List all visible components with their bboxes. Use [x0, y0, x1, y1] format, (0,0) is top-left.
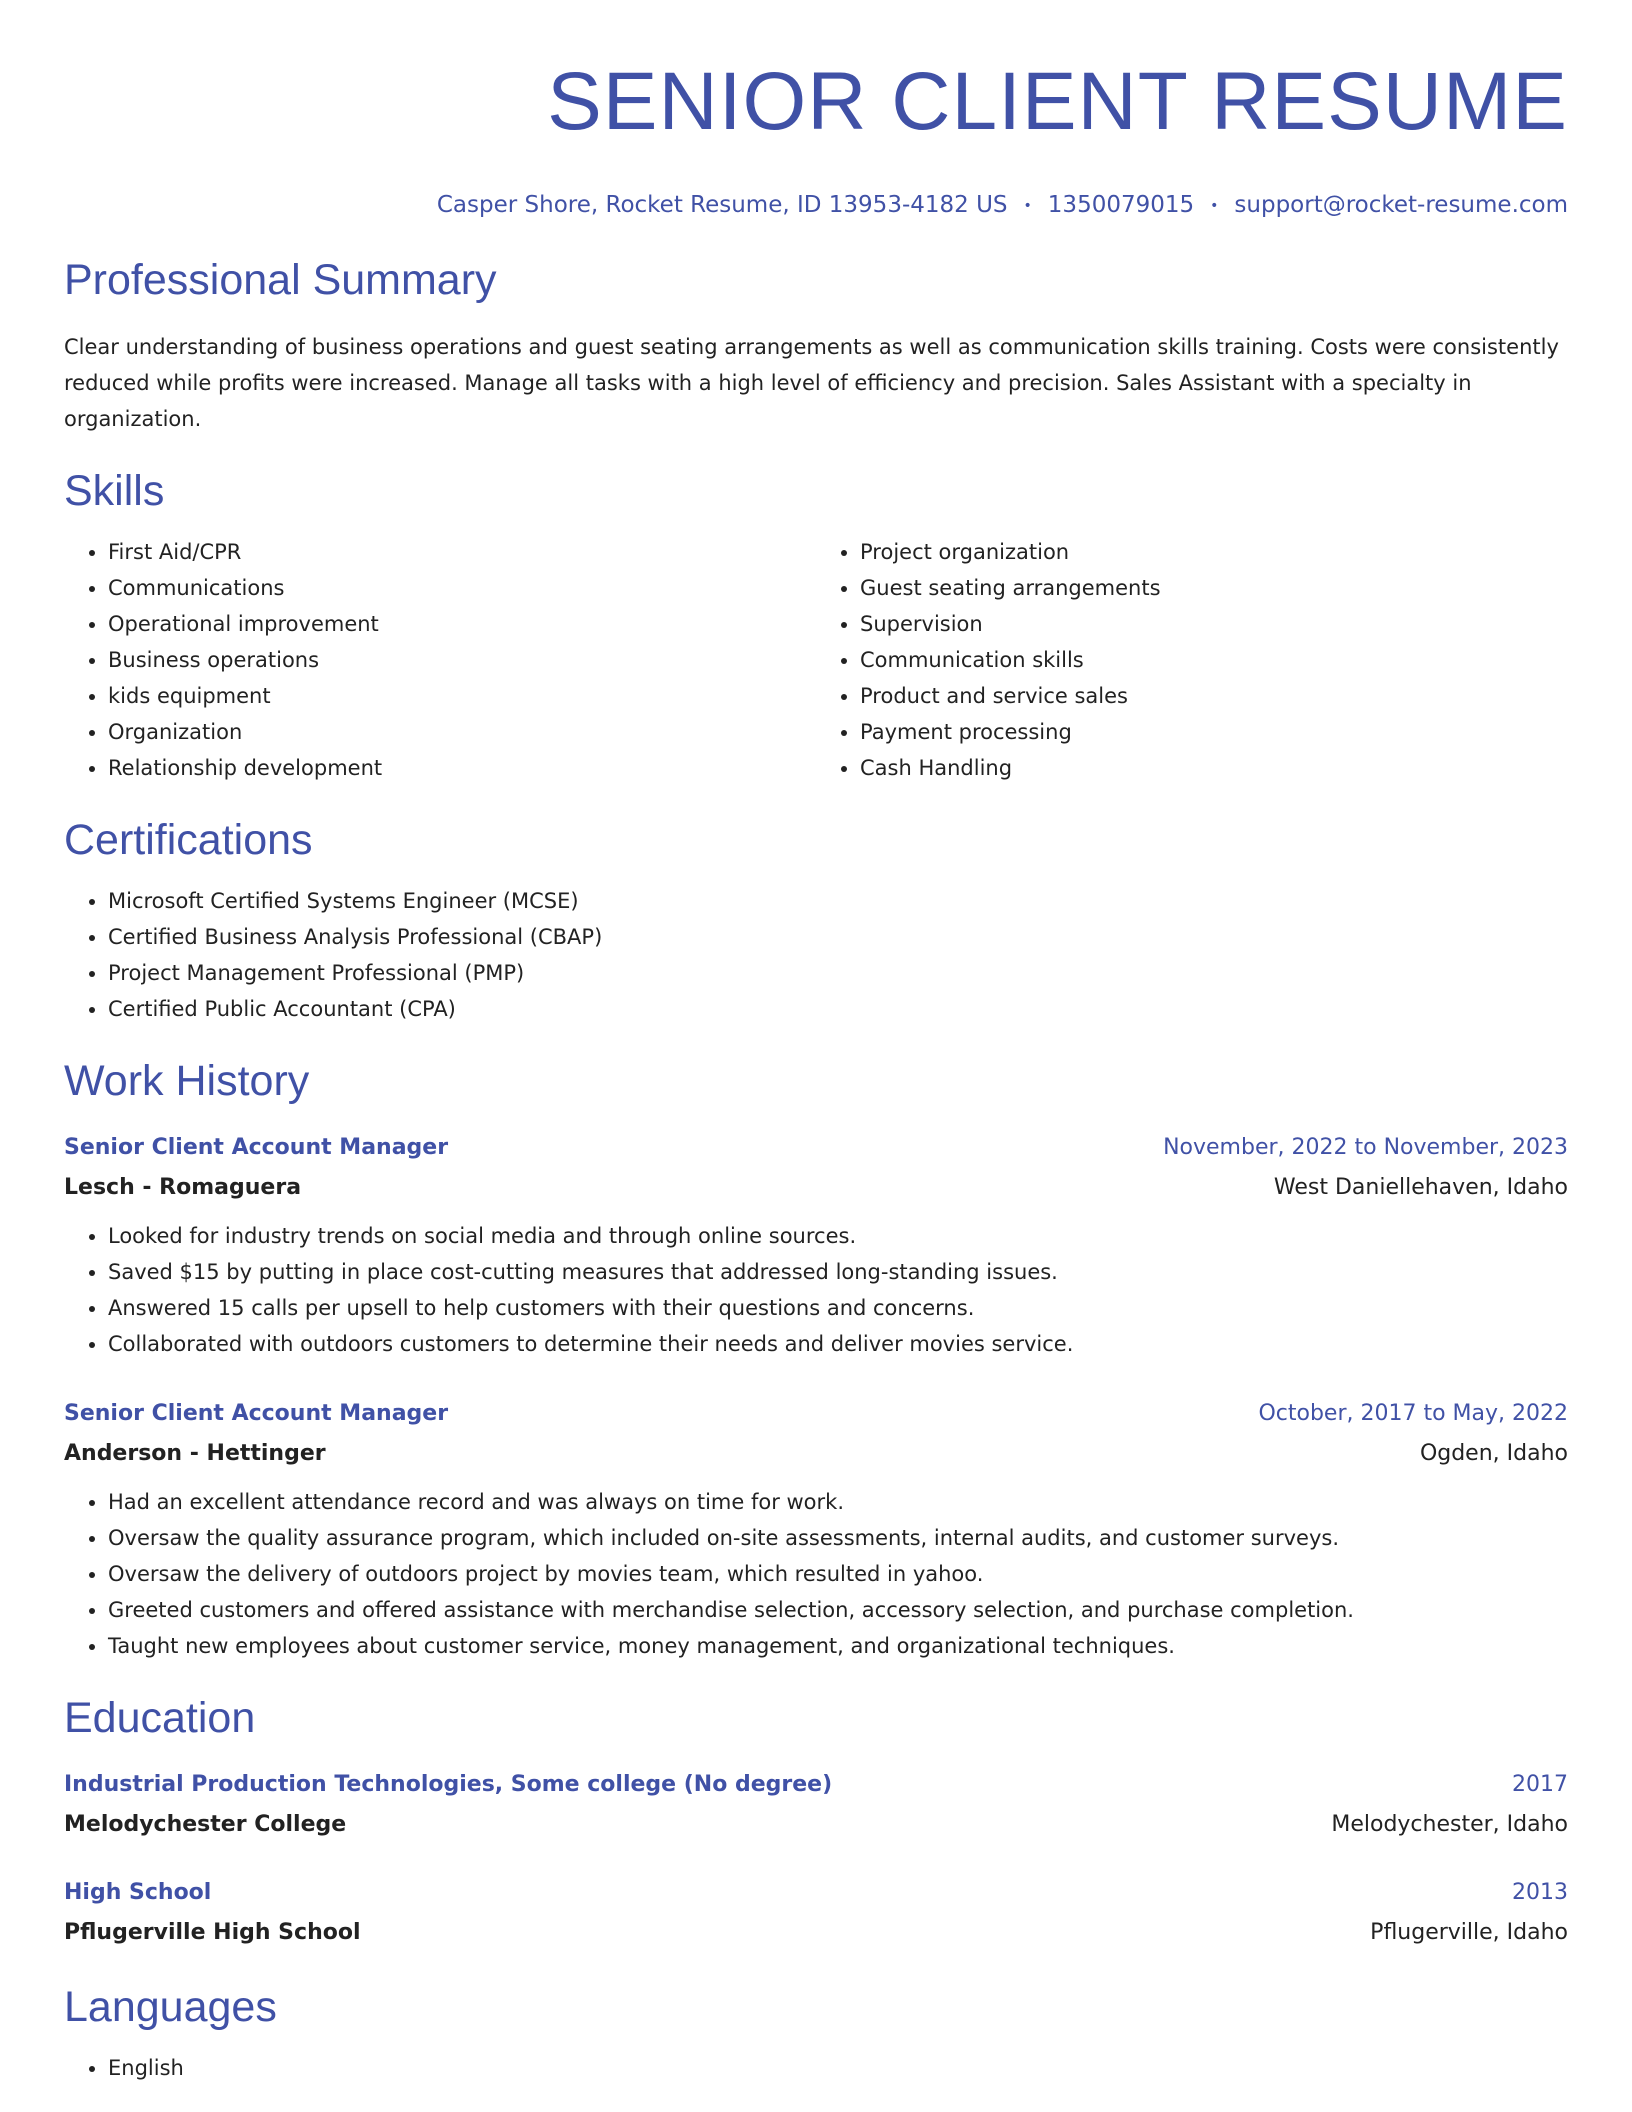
skill-item: • Project organization — [860, 534, 1568, 570]
languages-section — [64, 1983, 1568, 2086]
education-school: Melodychester College — [64, 1812, 347, 1837]
resume-name: SENIOR CLIENT RESUME — [547, 56, 1568, 147]
job-entry — [64, 1128, 1568, 1362]
job-bullet: • Looked for industry trends on social media and through online sources. — [108, 1218, 1568, 1254]
job-company-row — [64, 1434, 1568, 1474]
education-degree-row — [64, 1873, 1568, 1913]
job-dates: October, 2017 to May, 2022 — [1258, 1401, 1568, 1426]
job-bullet: • Saved $15 by putting in place cost-cutting measures that addressed long-standing issues. — [108, 1254, 1568, 1290]
skill-item: • Organization — [108, 714, 816, 750]
work-history-section — [64, 1057, 1568, 1664]
education-school: Pflugerville High School — [64, 1920, 361, 1945]
job-bullet: • Had an excellent attendance record and was always on time for work. — [108, 1484, 1568, 1520]
job-title-row — [64, 1394, 1568, 1434]
job-bullet: • Greeted customers and offered assistance with merchandise selection, accessory selection, and purchase completion. — [108, 1592, 1568, 1628]
skill-item: • Relationship development — [108, 750, 816, 786]
job-bullets — [64, 1484, 1568, 1664]
job-company: Anderson - Hettinger — [64, 1441, 326, 1466]
languages-list — [64, 2050, 1568, 2086]
skill-item: • Supervision — [860, 606, 1568, 642]
contact-separator: • — [1210, 197, 1219, 214]
education-location: Pflugerville, Idaho — [1370, 1920, 1568, 1945]
contact-line — [64, 192, 1568, 218]
job-bullet: • Collaborated with outdoors customers to determine their needs and deliver movies service. — [108, 1326, 1568, 1362]
education-location: Melodychester, Idaho — [1331, 1812, 1568, 1837]
job-bullet: • Taught new employees about customer service, money management, and organizational techniques. — [108, 1628, 1568, 1664]
skills-list-right — [816, 534, 1568, 786]
education-degree: Industrial Production Technologies, Some college (No degree) — [64, 1772, 833, 1797]
skill-item: • Business operations — [108, 642, 816, 678]
skills-columns — [64, 516, 1568, 786]
skill-item: • Communication skills — [860, 642, 1568, 678]
education-entry — [64, 1873, 1568, 1953]
certifications-heading: Certifications — [64, 816, 313, 864]
skills-list-left — [64, 534, 816, 786]
education-year: 2017 — [1512, 1772, 1568, 1797]
contact-separator: • — [1023, 197, 1032, 214]
skill-item: • Payment processing — [860, 714, 1568, 750]
work-history-heading: Work History — [64, 1057, 310, 1105]
job-bullets — [64, 1218, 1568, 1362]
certifications-list — [64, 883, 1568, 1027]
certification-item: • Certified Public Accountant (CPA) — [108, 991, 1568, 1027]
job-bullet: • Answered 15 calls per upsell to help customers with their questions and concerns. — [108, 1290, 1568, 1326]
skill-item: • kids equipment — [108, 678, 816, 714]
skill-item: • Cash Handling — [860, 750, 1568, 786]
job-location: West Daniellehaven, Idaho — [1273, 1175, 1568, 1200]
job-title-row — [64, 1128, 1568, 1168]
education-section — [64, 1694, 1568, 1953]
job-company: Lesch - Romaguera — [64, 1175, 302, 1200]
certifications-section — [64, 816, 1568, 1027]
education-entry — [64, 1765, 1568, 1845]
contact-email: support@rocket-resume.com — [1234, 192, 1568, 218]
summary-heading: Professional Summary — [64, 256, 497, 304]
certification-item: • Project Management Professional (PMP) — [108, 955, 1568, 991]
language-item: • English — [108, 2050, 1568, 2086]
education-year: 2013 — [1512, 1880, 1568, 1905]
education-degree: High School — [64, 1880, 212, 1905]
education-heading: Education — [64, 1694, 256, 1742]
contact-address: Casper Shore, Rocket Resume, ID 13953-4182 US — [436, 192, 1008, 218]
resume-header — [64, 0, 1568, 218]
education-school-row — [64, 1805, 1568, 1845]
languages-heading: Languages — [64, 1983, 277, 2031]
skills-heading: Skills — [64, 467, 165, 515]
skill-item: • Operational improvement — [108, 606, 816, 642]
education-degree-row — [64, 1765, 1568, 1805]
job-dates: November, 2022 to November, 2023 — [1163, 1135, 1568, 1160]
certification-item: • Certified Business Analysis Professional (CBAP) — [108, 919, 1568, 955]
education-school-row — [64, 1913, 1568, 1953]
skill-item: • Product and service sales — [860, 678, 1568, 714]
summary-text: Clear understanding of business operations and guest seating arrangements as well as communication skills training. Costs were consistently reduced while profits were increased. Manage all tasks with a high level of efficiency and precision. Sales Assistant with a specialty in organization. — [64, 335, 1559, 431]
job-bullet: • Oversaw the quality assurance program, which included on-site assessments, internal audits, and customer surveys. — [108, 1520, 1568, 1556]
job-title: Senior Client Account Manager — [64, 1401, 449, 1426]
certification-item: • Microsoft Certified Systems Engineer (MCSE) — [108, 883, 1568, 919]
job-location: Ogden, Idaho — [1419, 1441, 1568, 1466]
skill-item: • Guest seating arrangements — [860, 570, 1568, 606]
job-entry — [64, 1394, 1568, 1664]
skills-section — [64, 467, 1568, 786]
summary-section — [64, 256, 1568, 437]
job-company-row — [64, 1168, 1568, 1208]
job-bullet: • Oversaw the delivery of outdoors project by movies team, which resulted in yahoo. — [108, 1556, 1568, 1592]
contact-phone: 1350079015 — [1047, 192, 1195, 218]
skill-item: • Communications — [108, 570, 816, 606]
job-title: Senior Client Account Manager — [64, 1135, 449, 1160]
skill-item: • First Aid/CPR — [108, 534, 816, 570]
